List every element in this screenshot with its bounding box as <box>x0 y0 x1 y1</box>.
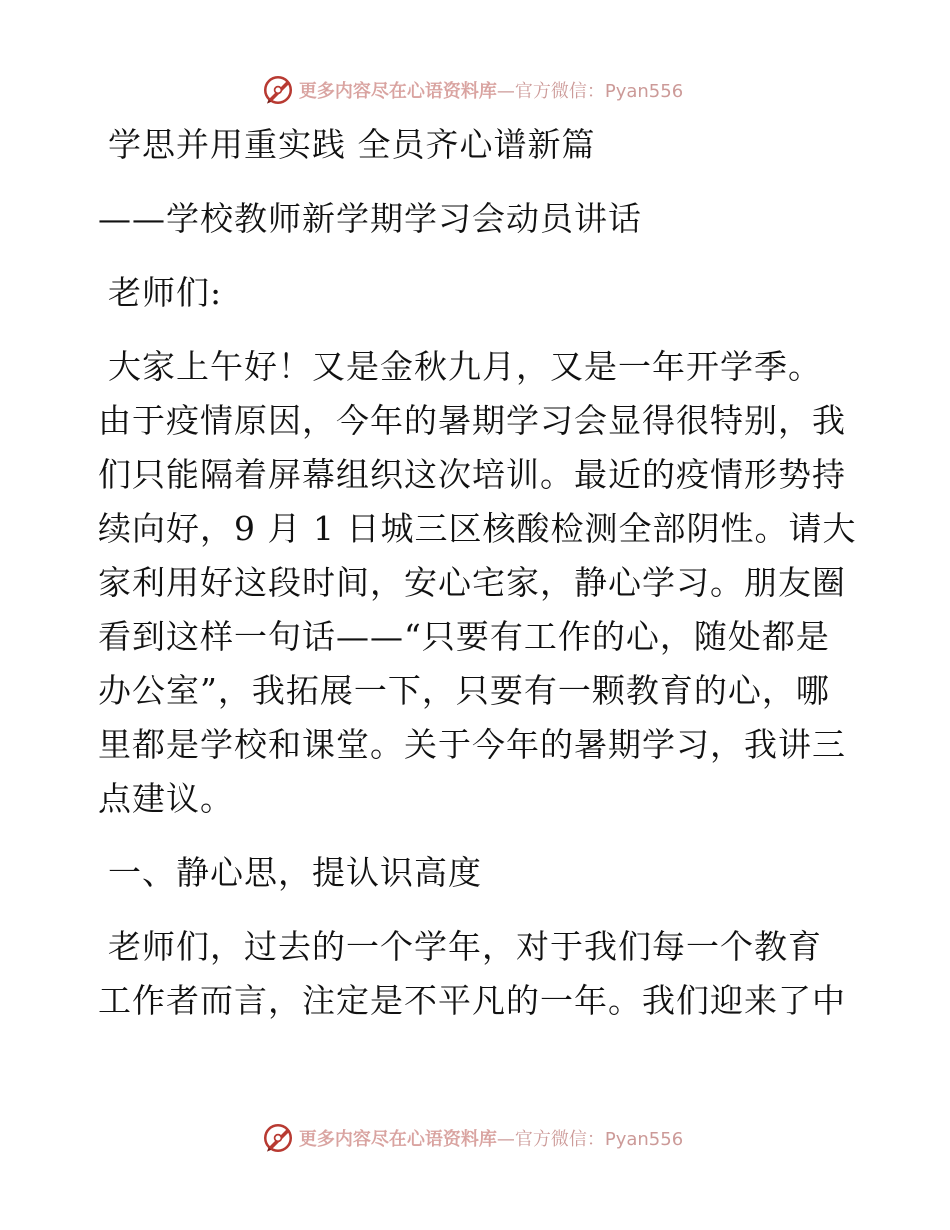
pen-logo-icon <box>261 1121 295 1155</box>
footer-banner-main-text: 更多内容尽在心语资料库 <box>298 1129 497 1150</box>
header-banner-sub-text: —官方微信：Pyan556 <box>496 81 684 102</box>
footer-banner-sub-text: —官方微信：Pyan556 <box>496 1129 684 1150</box>
header-banner <box>0 70 950 110</box>
paragraph-2 <box>98 920 848 1028</box>
paragraph-1 <box>98 340 857 826</box>
salutation: 老师们: <box>108 273 223 312</box>
section-heading-1: 一、静心思，提认识高度 <box>108 853 482 892</box>
footer-banner-content <box>261 1121 683 1155</box>
paragraph-line: 看到这样一句话——“只要有工作的心，随处都是 <box>98 617 830 656</box>
paragraph-line: 点建议。 <box>98 779 234 818</box>
document-body <box>98 118 857 1048</box>
paragraph-line: 办公室”，我拓展一下，只要有一颗教育的心，哪 <box>98 671 830 710</box>
document-title: 学思并用重实践 全员齐心谱新篇 <box>108 125 596 164</box>
paragraph-line: 家利用好这段时间，安心宅家，静心学习。朋友圈 <box>98 563 846 602</box>
pen-logo-icon <box>261 73 295 107</box>
paragraph-line: 续向好，9 月 1 日城三区核酸检测全部阴性。请大 <box>98 509 857 548</box>
document-subtitle: ——学校教师新学期学习会动员讲话 <box>98 199 642 238</box>
paragraph-line: 工作者而言，注定是不平凡的一年。我们迎来了中 <box>98 981 846 1020</box>
header-banner-main-text: 更多内容尽在心语资料库 <box>298 81 497 102</box>
paragraph-line: 大家上午好！又是金秋九月，又是一年开学季。 <box>108 347 822 386</box>
paragraph-line: 里都是学校和课堂。关于今年的暑期学习，我讲三 <box>98 725 846 764</box>
paragraph-line: 们只能隔着屏幕组织这次培训。最近的疫情形势持 <box>98 455 846 494</box>
footer-banner <box>0 1118 950 1158</box>
header-banner-content <box>261 73 683 107</box>
paragraph-line: 老师们，过去的一个学年，对于我们每一个教育 <box>108 927 822 966</box>
paragraph-line: 由于疫情原因，今年的暑期学习会显得很特别，我 <box>98 401 846 440</box>
